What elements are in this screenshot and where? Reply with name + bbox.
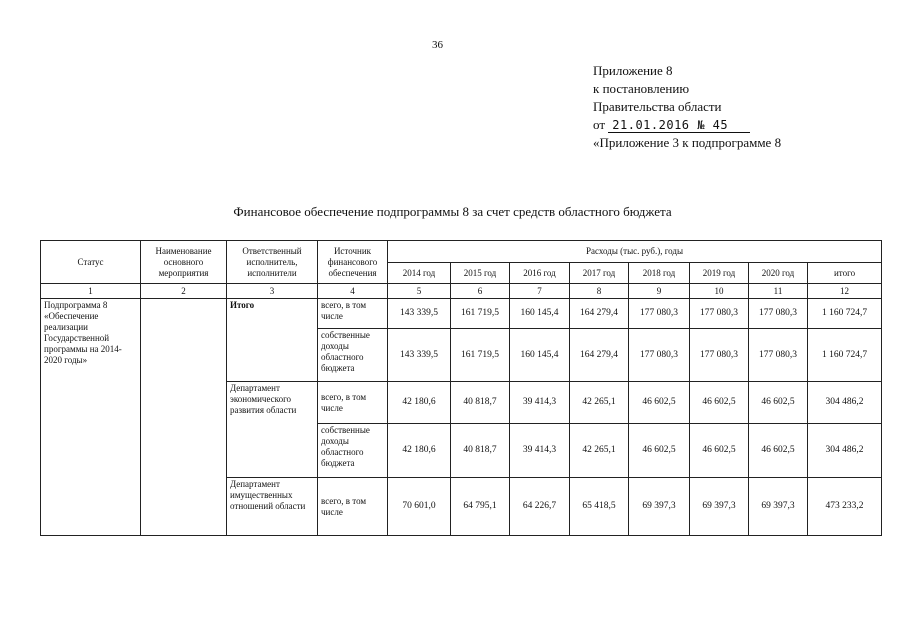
header-expenses: Расходы (тыс. руб.), годы	[388, 241, 882, 263]
header-measure: Наименование основного мероприятия	[141, 241, 227, 284]
column-number: 9	[629, 284, 690, 299]
value-cell: 65 418,5	[570, 478, 629, 536]
executor-cell: Итого	[227, 299, 318, 382]
document-title: Финансовое обеспечение подпрограммы 8 за счет средств областного бюджета	[233, 204, 672, 219]
header-status: Статус	[41, 241, 141, 284]
header-total: итого	[808, 263, 882, 284]
value-cell: 177 080,3	[629, 299, 690, 329]
column-number: 6	[451, 284, 510, 299]
value-cell: 160 145,4	[510, 329, 570, 382]
total-cell: 1 160 724,7	[808, 299, 882, 329]
column-number: 1	[41, 284, 141, 299]
value-cell: 160 145,4	[510, 299, 570, 329]
value-cell: 69 397,3	[749, 478, 808, 536]
column-number: 3	[227, 284, 318, 299]
header-year: 2018 год	[629, 263, 690, 284]
column-number: 11	[749, 284, 808, 299]
appendix-line-2: к постановлению	[593, 81, 690, 96]
value-cell: 177 080,3	[749, 329, 808, 382]
value-cell: 164 279,4	[570, 329, 629, 382]
header-executor: Ответственный исполнитель, исполнители	[227, 241, 318, 284]
source-cell: всего, в том числе	[318, 299, 388, 329]
value-cell: 42 180,6	[388, 424, 451, 478]
total-cell: 1 160 724,7	[808, 329, 882, 382]
header-year: 2020 год	[749, 263, 808, 284]
financing-table	[40, 240, 882, 536]
column-number: 7	[510, 284, 570, 299]
appendix-line-4	[593, 116, 781, 134]
value-cell: 40 818,7	[451, 424, 510, 478]
value-cell: 177 080,3	[690, 299, 749, 329]
value-cell: 69 397,3	[629, 478, 690, 536]
header-year: 2017 год	[570, 263, 629, 284]
header-year: 2014 год	[388, 263, 451, 284]
value-cell: 161 719,5	[451, 299, 510, 329]
value-cell: 177 080,3	[749, 299, 808, 329]
value-cell: 70 601,0	[388, 478, 451, 536]
value-cell: 143 339,5	[388, 329, 451, 382]
date-number-stamp: 21.01.2016 № 45	[608, 118, 750, 133]
value-cell: 39 414,3	[510, 382, 570, 424]
column-number: 10	[690, 284, 749, 299]
value-cell: 143 339,5	[388, 299, 451, 329]
total-cell: 473 233,2	[808, 478, 882, 536]
appendix-line-5: «Приложение 3 к подпрограмме 8	[593, 135, 782, 150]
appendix-line-3: Правительства области	[593, 99, 722, 114]
header-year: 2016 год	[510, 263, 570, 284]
page-number: 36	[432, 39, 443, 51]
column-number: 8	[570, 284, 629, 299]
value-cell: 161 719,5	[451, 329, 510, 382]
value-cell: 64 795,1	[451, 478, 510, 536]
executor-cell: Департамент имущественных отношений области	[227, 478, 318, 536]
value-cell: 42 180,6	[388, 382, 451, 424]
value-cell: 42 265,1	[570, 424, 629, 478]
total-cell: 304 486,2	[808, 382, 882, 424]
executor-cell: Департамент экономического развития области	[227, 382, 318, 478]
column-number: 12	[808, 284, 882, 299]
header-year: 2019 год	[690, 263, 749, 284]
source-cell: собственные доходы областного бюджета	[318, 424, 388, 478]
value-cell: 39 414,3	[510, 424, 570, 478]
value-cell: 46 602,5	[690, 382, 749, 424]
appendix-block	[593, 62, 781, 152]
column-number: 2	[141, 284, 227, 299]
value-cell: 46 602,5	[629, 424, 690, 478]
value-cell: 164 279,4	[570, 299, 629, 329]
value-cell: 46 602,5	[749, 424, 808, 478]
source-cell: всего, в том числе	[318, 382, 388, 424]
source-cell: собственные доходы областного бюджета	[318, 329, 388, 382]
status-cell: Подпрограмма 8 «Обеспечение реализации Государственной программы на 2014-2020 годы»	[41, 299, 141, 536]
table-row	[41, 299, 882, 329]
value-cell: 40 818,7	[451, 382, 510, 424]
measure-cell	[141, 299, 227, 536]
header-source: Источник финансового обеспечения	[318, 241, 388, 284]
value-cell: 42 265,1	[570, 382, 629, 424]
value-cell: 177 080,3	[690, 329, 749, 382]
header-year: 2015 год	[451, 263, 510, 284]
value-cell: 46 602,5	[629, 382, 690, 424]
appendix-line-1: Приложение 8	[593, 63, 673, 78]
date-prefix: от	[593, 117, 606, 132]
value-cell: 64 226,7	[510, 478, 570, 536]
column-number: 5	[388, 284, 451, 299]
value-cell: 69 397,3	[690, 478, 749, 536]
value-cell: 46 602,5	[690, 424, 749, 478]
total-cell: 304 486,2	[808, 424, 882, 478]
source-cell: всего, в том числе	[318, 478, 388, 536]
value-cell: 46 602,5	[749, 382, 808, 424]
value-cell: 177 080,3	[629, 329, 690, 382]
column-number: 4	[318, 284, 388, 299]
